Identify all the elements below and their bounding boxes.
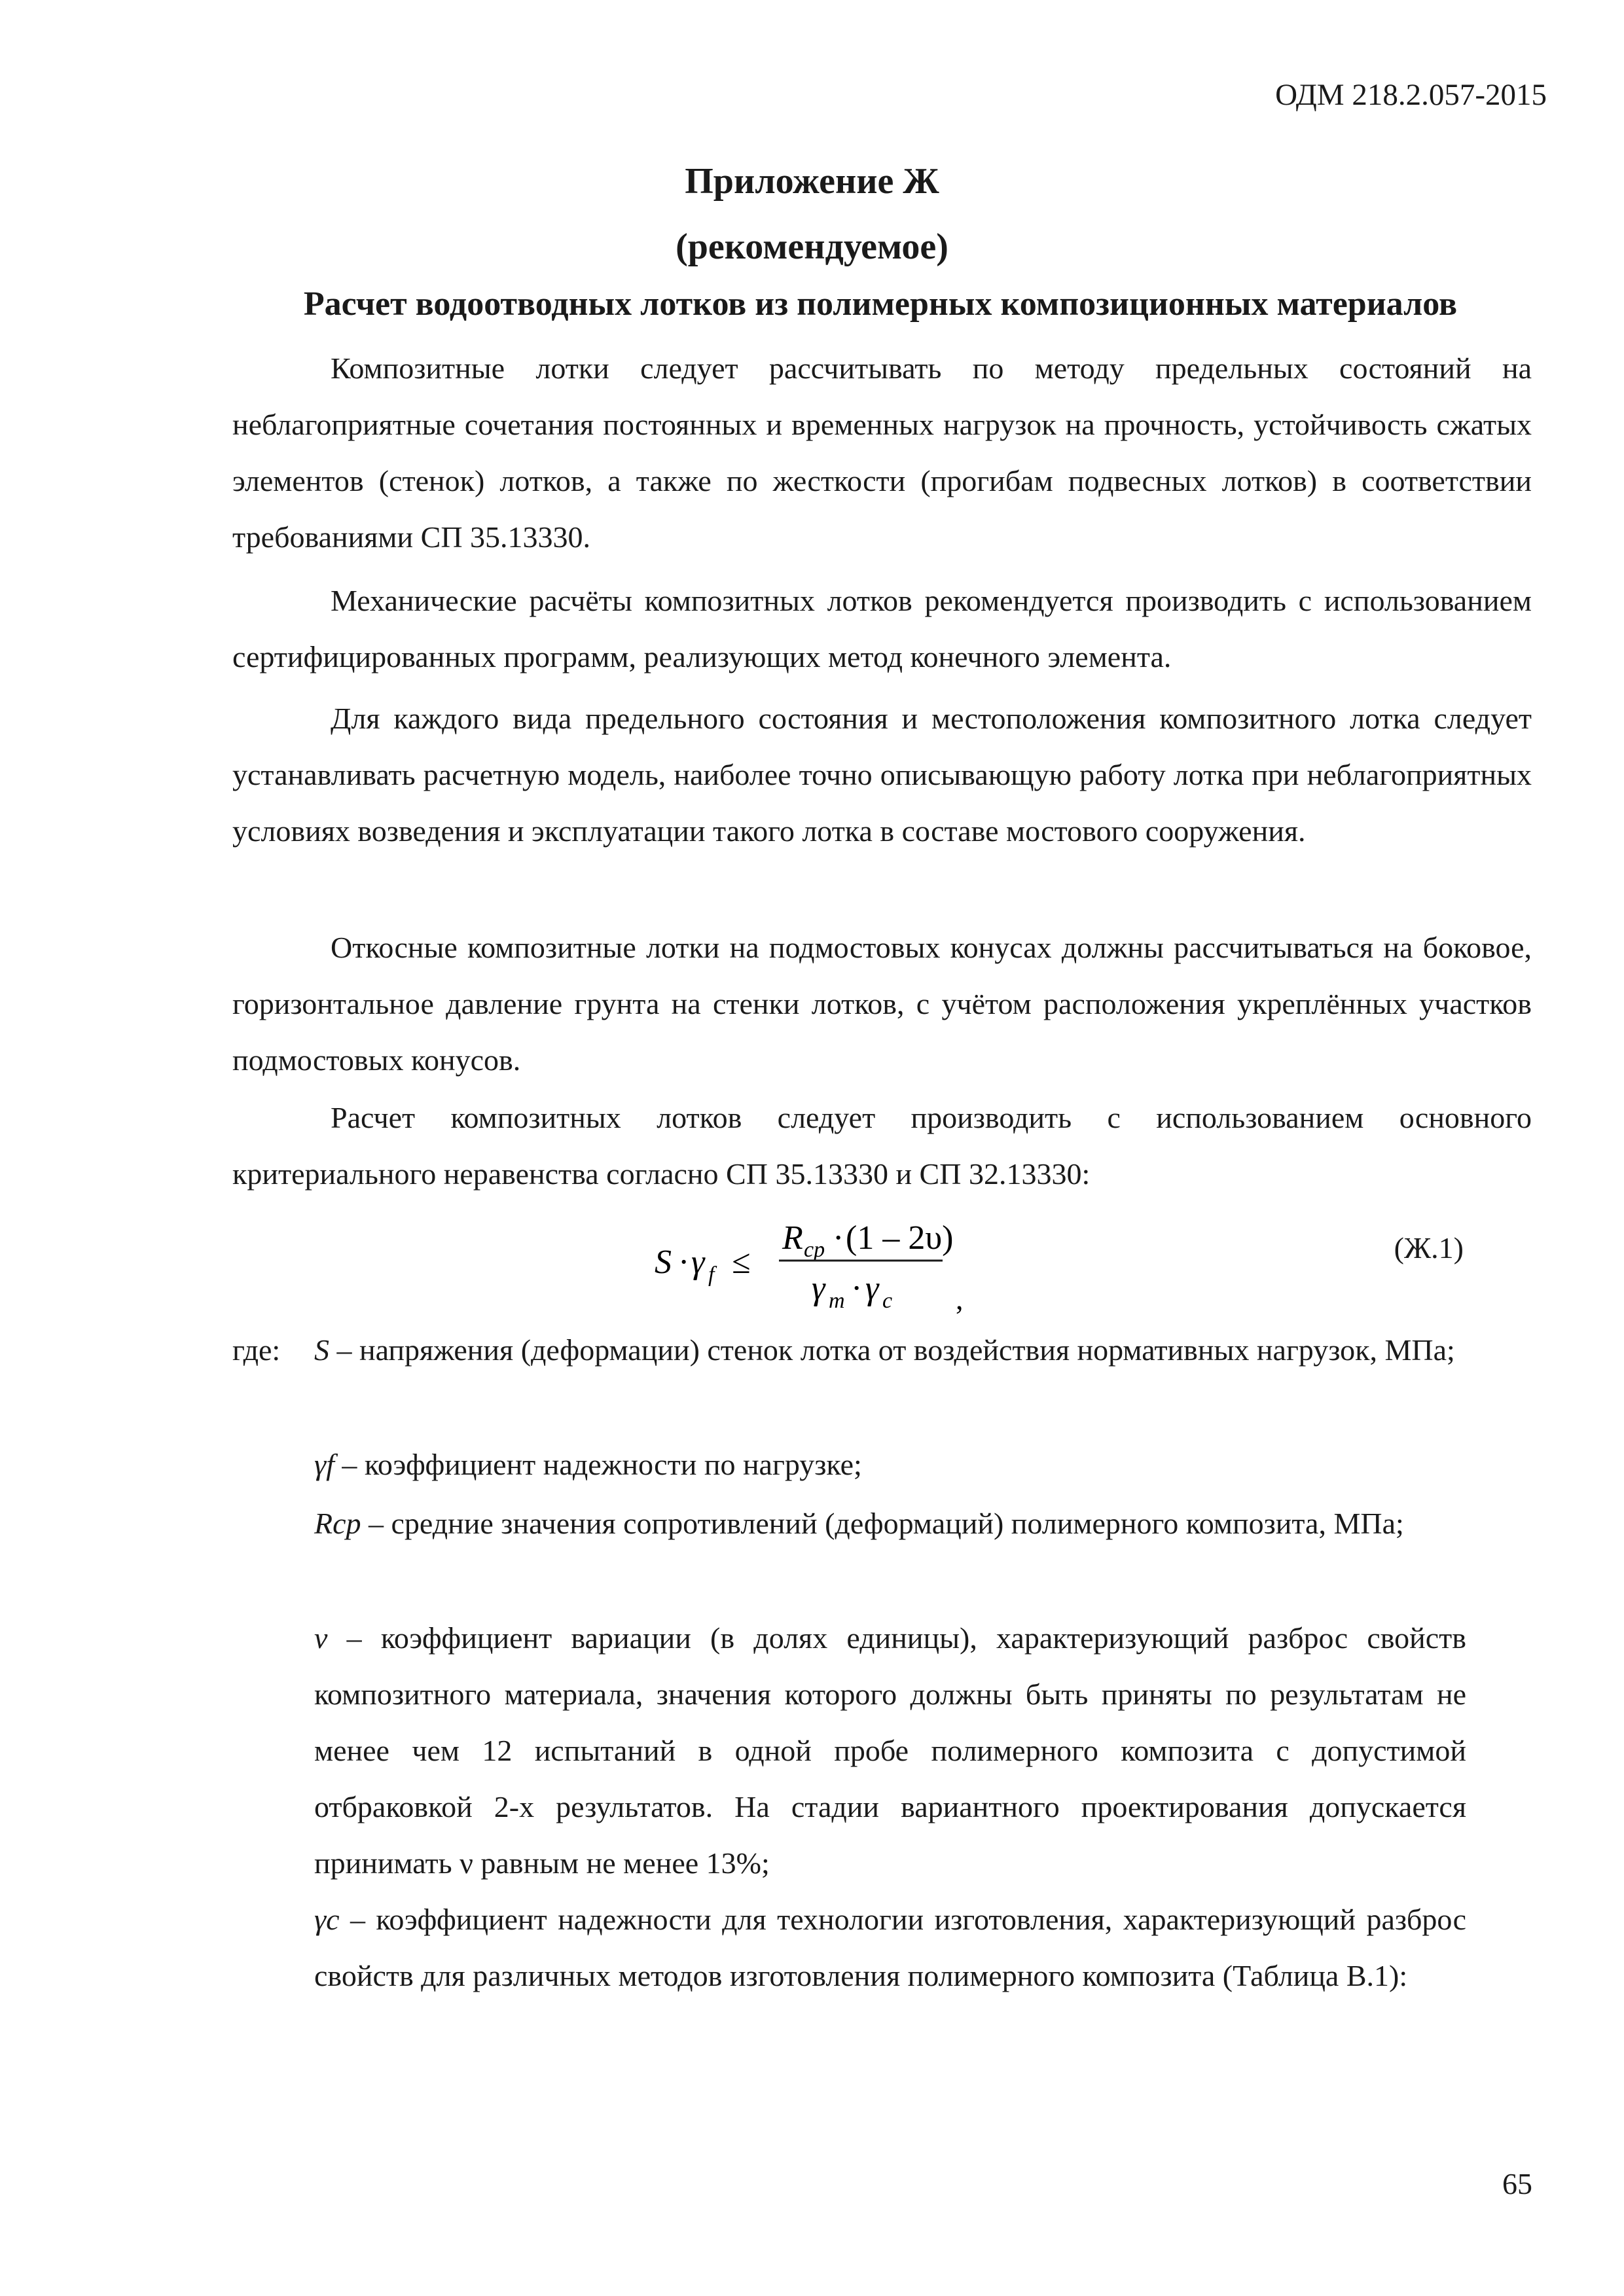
formula-number: (Ж.1) — [1394, 1231, 1464, 1265]
formula-sub-f: f — [708, 1263, 715, 1287]
paragraph-3: Для каждого вида предельного состояния и местоположения композитного лотка следует устанавливать расчетную модель, наиболее точно описывающую работу лотка при неблагоприятных условиях возведения и эксплуатации такого лотка в составе мостового сооружения. — [232, 702, 1532, 848]
formula-sub-m: m — [829, 1289, 845, 1313]
appendix-status: (рекомендуемое) — [676, 226, 948, 267]
formula-sub-c: c — [882, 1289, 893, 1313]
paragraph-2: Механические расчёты композитных лотков рекомендуется производить с использованием сертифицированных программ, реализующих метод конечного элемента. — [232, 584, 1532, 673]
formula-comma: , — [956, 1282, 964, 1316]
definition-symbol: Rcp — [314, 1507, 361, 1540]
formula-gamma-c: γ — [865, 1270, 879, 1307]
definition-symbol: γc — [314, 1903, 340, 1936]
formula-r: R — [782, 1219, 803, 1257]
formula-dot-3: · — [851, 1270, 863, 1307]
paragraph-1: Композитные лотки следует рассчитывать по методу предельных состояний на неблагоприятные сочетания постоянных и временных нагрузок на прочность, устойчивость сжатых элементов (стенок) лотков, а также по жесткости (прогибам подвесных лотков) в соответствии требованиями СП 35.13330. — [232, 351, 1532, 554]
formula-dot-1: · — [678, 1244, 690, 1281]
formula-gamma-f: γ — [691, 1244, 705, 1281]
definition-text: – коэффициент надежности для технологии изготовления, характеризующий разброс свойств для различных методов изготовления полимерного композита (Таблица В.1): — [314, 1903, 1466, 1992]
definition-text: – напряжения (деформации) стенок лотка от воздействия нормативных нагрузок, МПа; — [329, 1333, 1455, 1367]
where-label: где: — [232, 1333, 281, 1367]
definition-text: – коэффициент надежности по нагрузке; — [334, 1448, 862, 1481]
document-code: ОДМ 218.2.057-2015 — [1275, 78, 1547, 112]
definition-text: – коэффициент вариации (в долях единицы), характеризующий разброс свойств композитного материала, значения которого должны быть приняты по результатам не менее чем 12 испытаний в одной пробе полимерного композита с допустимой отбраковкой 2-х результатов. На стадии вариантного проектирования допускается принимать ν равным не менее 13%; — [314, 1621, 1466, 1880]
definition-gamma-f — [314, 1437, 1466, 1493]
definition-s — [314, 1322, 1466, 1378]
definition-symbol: S — [314, 1333, 329, 1367]
formula-dot-2: · — [833, 1219, 844, 1257]
definition-gamma-c — [314, 1892, 1466, 2004]
definition-rcp — [314, 1496, 1466, 1552]
section-title: Расчет водоотводных лотков из полимерных композиционных материалов — [303, 285, 1458, 323]
definition-symbol: γf — [314, 1448, 334, 1481]
paragraph-4: Откосные композитные лотки на подмостовых конусах должны рассчитываться на боковое, горизонтальное давление грунта на стенки лотков, с учётом расположения укреплённых участков подмостовых конусов. — [232, 931, 1532, 1077]
paragraph-5: Расчет композитных лотков следует производить с использованием основного критериального неравенства согласно СП 35.13330 и СП 32.13330: — [232, 1101, 1532, 1191]
formula-s: S — [655, 1244, 672, 1281]
definition-symbol: v — [314, 1621, 328, 1655]
page-number: 65 — [1502, 2167, 1532, 2200]
definition-text: – средние значения сопротивлений (деформаций) полимерного композита, МПа; — [361, 1507, 1404, 1540]
formula-graphic — [655, 1204, 982, 1322]
formula-gamma-m: γ — [812, 1270, 825, 1307]
definition-v — [314, 1610, 1466, 1892]
formula-leq: ≤ — [732, 1244, 751, 1281]
formula-zh1 — [655, 1204, 982, 1322]
formula-bracket: (1 – 2υ) — [846, 1219, 954, 1257]
formula-sub-cp: cp — [804, 1238, 825, 1262]
appendix-title: Приложение Ж — [685, 161, 939, 202]
